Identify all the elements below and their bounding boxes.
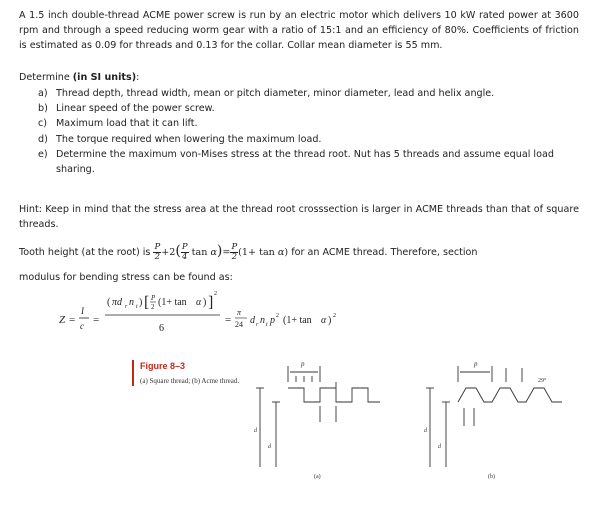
problem-statement: A 1.5 inch double-thread ACME power screw is run by an electric motor which delivers 10 kW rated power at 3600 rpm and through a speed reducing worm gear with a ratio of 15:1 and an efficiency of 80%. Coefficients of friction is estimated as 0.09 for threads and 0.13 for the collar. Collar mean diameter is 55 mm. xyxy=(19,10,579,52)
task-label: d) xyxy=(38,133,48,145)
svg-text:π: π xyxy=(237,308,242,317)
svg-text:p: p xyxy=(270,315,275,326)
square-thread-diagram xyxy=(256,366,380,467)
svg-text:d: d xyxy=(254,428,257,434)
svg-text:2: 2 xyxy=(214,291,217,297)
label-p-b: p xyxy=(474,360,478,368)
svg-text:(: ( xyxy=(107,297,111,308)
task-label: c) xyxy=(38,118,48,130)
svg-text:I: I xyxy=(81,306,84,316)
svg-text:πd: πd xyxy=(112,297,123,308)
determine-colon: : xyxy=(136,72,140,83)
svg-text:α: α xyxy=(321,315,327,326)
task-item-e xyxy=(38,147,578,177)
figure-title: Figure 8–3 xyxy=(140,361,186,371)
svg-text:(1+ tan: (1+ tan xyxy=(283,315,312,326)
task-label: e) xyxy=(38,148,48,160)
task-label: a) xyxy=(38,88,48,99)
svg-text:r: r xyxy=(125,304,128,310)
svg-text:2: 2 xyxy=(333,313,336,319)
svg-text:t: t xyxy=(266,322,268,328)
task-item-a xyxy=(38,86,578,101)
task-item-c xyxy=(38,116,578,131)
task-text: Determine the maximum von-Mises stress at the thread root. Nut has 5 threads and assume equal load sharing. xyxy=(56,148,554,176)
hint-text: Hint: Keep in mind that the stress area at the thread root crosssection is larger in ACME threads than that of square threads. xyxy=(19,204,579,231)
task-list xyxy=(38,86,578,177)
figure-caption-text: (a) Square thread; (b) Acme thread. xyxy=(140,377,240,385)
svg-text:d: d xyxy=(268,444,271,450)
task-item-b xyxy=(38,101,578,116)
svg-text:24: 24 xyxy=(235,320,243,329)
angle-label: 29° xyxy=(538,378,547,384)
svg-text:6: 6 xyxy=(159,323,164,334)
svg-text:α: α xyxy=(196,297,202,308)
svg-text:]: ] xyxy=(208,294,214,311)
svg-text:2: 2 xyxy=(151,303,155,311)
svg-text:2: 2 xyxy=(276,313,279,319)
svg-text:n: n xyxy=(260,315,265,326)
svg-text:[: [ xyxy=(144,294,150,311)
sub-b-label: (b) xyxy=(488,474,495,480)
svg-text:d: d xyxy=(424,428,427,434)
svg-text:n: n xyxy=(129,297,134,308)
determine-heading xyxy=(19,70,139,85)
svg-text:=: = xyxy=(93,314,100,326)
determine-prefix: Determine xyxy=(19,72,73,83)
svg-text:P: P xyxy=(151,294,156,302)
tooth-height-prefix: Tooth height (at the root) is xyxy=(19,247,151,258)
modulus-text: modulus for bending stress can be found as: xyxy=(19,272,233,283)
tooth-height-line xyxy=(19,243,579,262)
task-text: Linear speed of the power screw. xyxy=(56,103,215,115)
svg-text:): ) xyxy=(139,297,143,308)
tooth-height-suffix: for an ACME thread. Therefore, section xyxy=(291,247,478,258)
svg-text:(1+ tan: (1+ tan xyxy=(158,297,187,308)
svg-text:d: d xyxy=(438,444,441,450)
determine-units: (in SI units) xyxy=(72,72,137,83)
svg-text:d: d xyxy=(250,315,255,326)
svg-text:=: = xyxy=(69,314,76,326)
figure-caption xyxy=(132,360,250,386)
svg-text:): ) xyxy=(328,315,332,326)
task-text: Maximum load that it can lift. xyxy=(56,118,198,130)
task-label: b) xyxy=(38,103,48,115)
task-text: Thread depth, thread width, mean or pitch diameter, minor diameter, lead and helix angle. xyxy=(56,88,495,99)
svg-text:=: = xyxy=(225,314,232,326)
sub-a-label: (a) xyxy=(314,474,321,480)
task-item-d xyxy=(38,132,578,147)
svg-text:c: c xyxy=(80,321,84,331)
svg-text:t: t xyxy=(136,304,138,310)
svg-text:Z: Z xyxy=(59,314,66,326)
section-modulus-formula xyxy=(55,285,375,345)
label-p-a: p xyxy=(301,360,305,368)
tooth-height-formula: $\frac{P}{2}$ +2( $\frac{P}{4}$ tan α)= $\frac{P}{2}$ (1+ tan α) xyxy=(154,242,292,262)
svg-text:r: r xyxy=(256,322,259,328)
task-text: The torque required when lowering the maximum load. xyxy=(56,133,322,145)
thread-figure xyxy=(252,352,582,484)
svg-text:): ) xyxy=(203,297,207,308)
